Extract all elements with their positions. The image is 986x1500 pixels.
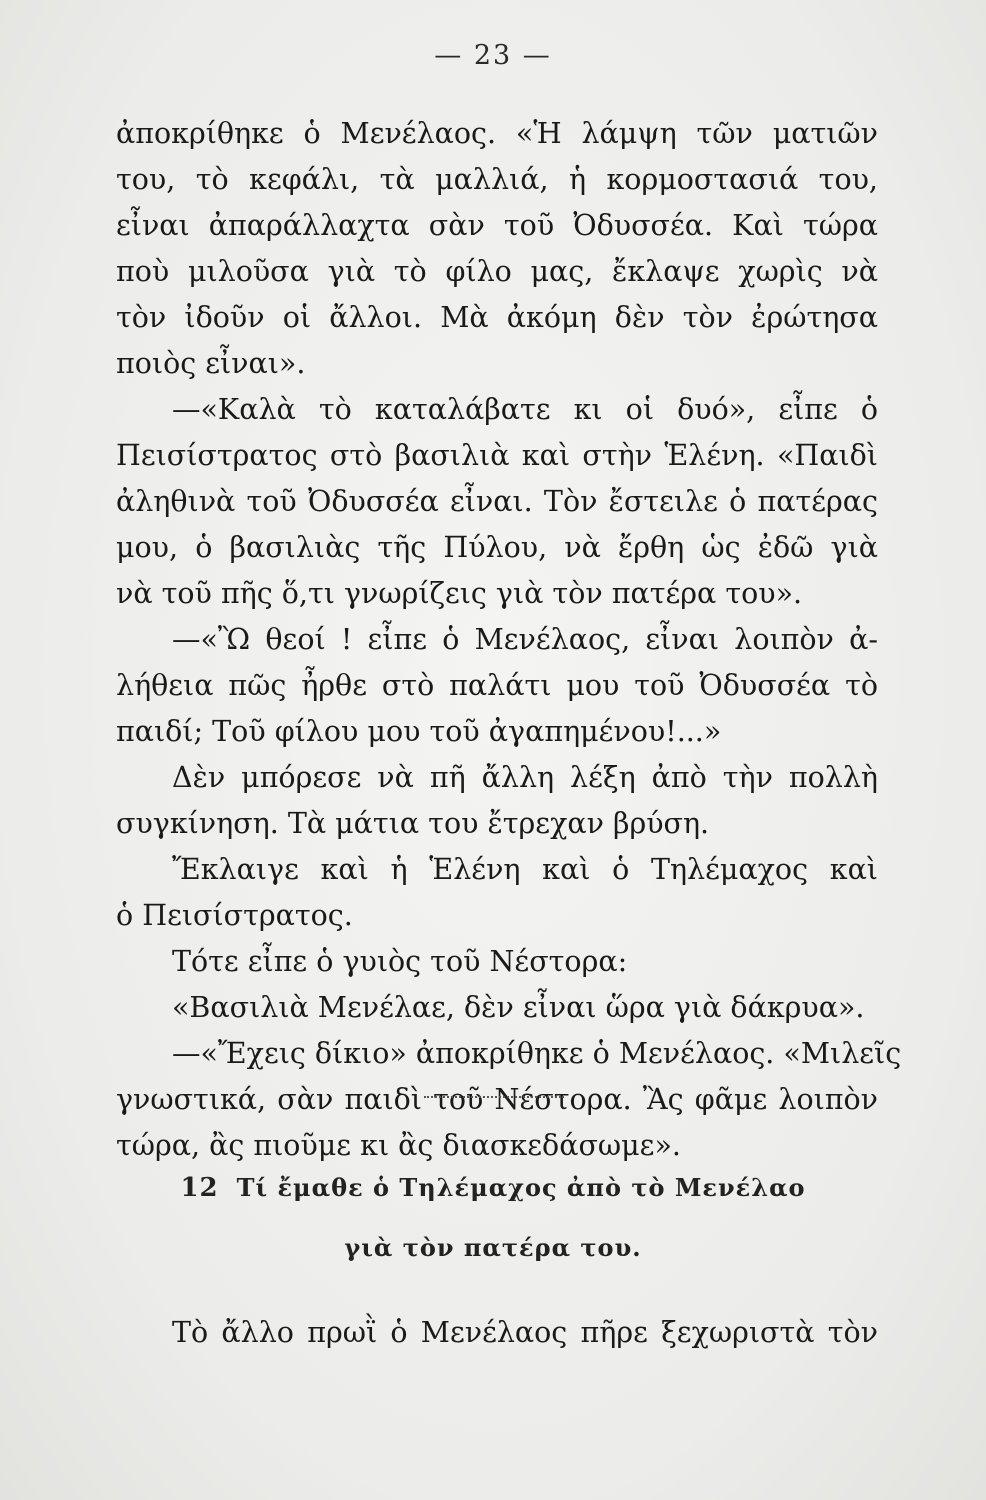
text-line: τώρα, ἂς πιοῦμε κι ἂς διασκεδάσωμε». [116,1129,681,1162]
text-line: —«Ἔχεις δίκιο» ἀποκρίθηκε ὁ Μενέλαος. «Μιλεῖς [172,1037,902,1070]
text-line: μου, ὁ βασιλιὰς τῆς Πύλου, νὰ ἔρθη ὡς ἐδῶ γιὰ [116,531,878,564]
text-line: συγκίνηση. Τὰ μάτια του ἔτρεχαν βρύση. [116,807,710,840]
chapter-title-part-2: γιὰ τὸν πατέρα του. [344,1233,642,1262]
text-line: ποὺ μιλοῦσα γιὰ τὸ φίλο μας, ἔκλαψε χωρὶς νὰ [116,255,878,288]
text-line: εἶναι ἀπαράλλαχτα σὰν τοῦ Ὀδυσσέα. Καὶ τώρα [116,209,878,242]
text-line: νὰ τοῦ πῆς ὅ,τι γνωρίζεις γιὰ τὸν πατέρα του». [116,577,803,610]
section-divider [424,1096,564,1098]
text-line: γνωστικά, σὰν παιδὶ τοῦ Νέστορα. Ἂς φᾶμε λοιπὸν [116,1083,878,1116]
text-line: «Βασιλιὰ Μενέλαε, δὲν εἶναι ὥρα γιὰ δάκρυα». [172,991,865,1024]
text-line: τὸν ἰδοῦν οἱ ἄλλοι. Μὰ ἀκόμη δὲν τὸν ἐρώτησα [116,301,878,334]
text-line: παιδί; Τοῦ φίλου μου τοῦ ἀγαπημένου!...» [116,715,722,748]
page-number: — 23 — [434,40,552,71]
text-line: —«Καλὰ τὸ καταλάβατε κι οἱ δυό», εἶπε ὁ [172,393,878,426]
text-line: λήθεια πῶς ἦρθε στὸ παλάτι μου τοῦ Ὀδυσσέα τὸ [116,669,878,702]
chapter-title-part-1: Τί ἔμαθε ὁ Τηλέμαχος ἀπὸ τὸ Μενέλαο [236,1173,806,1202]
text-line: ἀληθινὰ τοῦ Ὀδυσσέα εἶναι. Τὸν ἔστειλε ὁ πατέρας [116,485,878,518]
body-text [116,111,902,1169]
text-line: Τότε εἶπε ὁ γυιὸς τοῦ Νέστορα: [172,945,628,978]
chapter-heading [0,1158,986,1278]
text-line: —«Ὢ θεοί ! εἶπε ὁ Μενέλαος, εἶναι λοιπὸν ἀ- [172,623,878,656]
text-line: Τὸ ἄλλο πρωῒ ὁ Μενέλαος πῆρε ξεχωριστὰ τὸν [172,1316,878,1349]
text-line: Ἔκλαιγε καὶ ἡ Ἑλένη καὶ ὁ Τηλέμαχος καὶ [172,853,878,886]
text-line: ἀποκρίθηκε ὁ Μενέλαος. «Ἡ λάμψη τῶν ματιῶν [116,117,878,150]
chapter-number: 12 [180,1173,219,1203]
text-line: Δὲν μπόρεσε νὰ πῆ ἄλλη λέξη ἀπὸ τὴν πολλὴ [172,761,878,794]
text-line: Πεισίστρατος στὸ βασιλιὰ καὶ στὴν Ἑλένη. «Παιδὶ [116,439,878,472]
chapter-heading-line-1 [0,1158,986,1218]
text-line: του, τὸ κεφάλι, τὰ μαλλιά, ἡ κορμοστασιά του, [116,163,878,196]
text-line: ποιὸς εἶναι». [116,347,306,380]
text-line: ὁ Πεισίστρατος. [116,899,353,932]
